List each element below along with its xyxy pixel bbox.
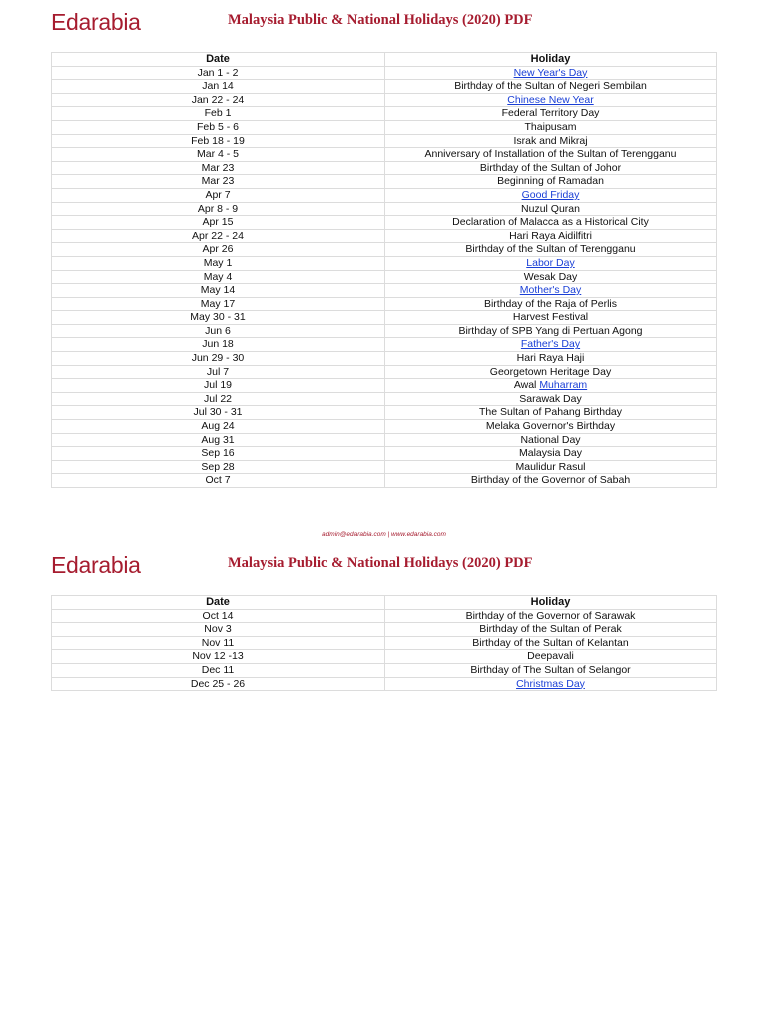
table-row — [52, 202, 717, 216]
table-row — [52, 120, 717, 134]
holiday-name-cell: The Sultan of Pahang Birthday — [385, 406, 717, 420]
table-row — [52, 216, 717, 230]
holiday-date-cell: Apr 7 — [52, 188, 385, 202]
holiday-date-cell: Aug 31 — [52, 433, 385, 447]
holiday-name-cell: Birthday of the Governor of Sarawak — [385, 609, 717, 623]
page-header — [0, 0, 768, 52]
table-row — [52, 297, 717, 311]
holiday-name-cell — [385, 338, 717, 352]
holidays-table — [51, 595, 717, 691]
table-row — [52, 623, 717, 637]
holiday-date-cell: Sep 28 — [52, 460, 385, 474]
table-header-row — [52, 596, 717, 610]
table-row — [52, 107, 717, 121]
holiday-link[interactable]: Muharram — [539, 379, 588, 392]
footer-contact[interactable]: admin@edarabia.com | www.edarabia.com — [322, 531, 446, 538]
holiday-name-cell — [385, 93, 717, 107]
holiday-name-cell: Birthday of the Sultan of Negeri Sembilan — [385, 80, 717, 94]
holiday-date-cell: May 1 — [52, 256, 385, 270]
holiday-date-cell: Apr 15 — [52, 216, 385, 230]
holiday-date-cell: Dec 25 - 26 — [52, 677, 385, 691]
holiday-name-cell: Thaipusam — [385, 120, 717, 134]
holiday-date-cell: Apr 22 - 24 — [52, 229, 385, 243]
holiday-name-cell: Georgetown Heritage Day — [385, 365, 717, 379]
table-row — [52, 188, 717, 202]
holiday-date-cell: Aug 24 — [52, 420, 385, 434]
holiday-date-cell: Nov 11 — [52, 636, 385, 650]
table-row — [52, 650, 717, 664]
table-row — [52, 93, 717, 107]
holiday-name-cell: Deepavali — [385, 650, 717, 664]
table-row — [52, 352, 717, 366]
holiday-name-cell — [385, 379, 717, 393]
table-row — [52, 161, 717, 175]
holiday-column-header: Holiday — [385, 596, 717, 610]
holiday-link[interactable]: New Year's Day — [513, 66, 588, 79]
page-title: Malaysia Public & National Holidays (2020) PDF — [228, 555, 533, 571]
holiday-date-cell: Jun 29 - 30 — [52, 352, 385, 366]
holiday-name-cell: Hari Raya Aidilfitri — [385, 229, 717, 243]
holiday-name-cell: Birthday of the Sultan of Kelantan — [385, 636, 717, 650]
table-row — [52, 311, 717, 325]
page-section-1 — [0, 0, 768, 487]
table-row — [52, 406, 717, 420]
holiday-column-header: Holiday — [385, 53, 717, 67]
table-row — [52, 420, 717, 434]
holiday-name-cell: National Day — [385, 433, 717, 447]
table-row — [52, 243, 717, 257]
holiday-name-cell: Israk and Mikraj — [385, 134, 717, 148]
table-header-row — [52, 53, 717, 67]
date-column-header: Date — [52, 596, 385, 610]
table-row — [52, 379, 717, 393]
holiday-name-cell: Sarawak Day — [385, 392, 717, 406]
holiday-date-cell: Nov 3 — [52, 623, 385, 637]
holiday-name-cell: Birthday of the Governor of Sabah — [385, 474, 717, 488]
holiday-date-cell: Jul 19 — [52, 379, 385, 393]
table-row — [52, 80, 717, 94]
holiday-link[interactable]: Labor Day — [526, 256, 575, 269]
holiday-date-cell: Jul 30 - 31 — [52, 406, 385, 420]
holiday-date-cell: May 30 - 31 — [52, 311, 385, 325]
holiday-date-cell: Mar 23 — [52, 161, 385, 175]
holiday-date-cell: Nov 12 -13 — [52, 650, 385, 664]
holiday-name-cell — [385, 256, 717, 270]
holiday-link[interactable]: Good Friday — [521, 188, 580, 201]
page-title: Malaysia Public & National Holidays (2020) PDF — [228, 12, 533, 28]
holiday-name-cell: Birthday of the Sultan of Johor — [385, 161, 717, 175]
holiday-date-cell: Jul 22 — [52, 392, 385, 406]
holiday-date-cell: Apr 26 — [52, 243, 385, 257]
holiday-name-cell: Birthday of the Sultan of Perak — [385, 623, 717, 637]
holiday-name-cell: Melaka Governor's Birthday — [385, 420, 717, 434]
table-row — [52, 663, 717, 677]
holiday-date-cell: Feb 1 — [52, 107, 385, 121]
table-row — [52, 365, 717, 379]
table-row — [52, 392, 717, 406]
holiday-link[interactable]: Mother's Day — [519, 284, 582, 297]
holiday-date-cell: May 14 — [52, 284, 385, 298]
holiday-date-cell: Jan 14 — [52, 80, 385, 94]
edarabia-logo[interactable]: Edarabia — [51, 552, 141, 578]
holiday-name-cell — [385, 66, 717, 80]
holiday-date-cell: Apr 8 - 9 — [52, 202, 385, 216]
holiday-name-cell: Harvest Festival — [385, 311, 717, 325]
table-row — [52, 338, 717, 352]
table-row — [52, 175, 717, 189]
holiday-name-cell — [385, 284, 717, 298]
holiday-name-cell — [385, 677, 717, 691]
holidays-table — [51, 52, 717, 488]
holiday-date-cell: Mar 4 - 5 — [52, 148, 385, 162]
table-row — [52, 474, 717, 488]
holiday-name-cell: Birthday of the Raja of Perlis — [385, 297, 717, 311]
holiday-link[interactable]: Christmas Day — [516, 677, 585, 690]
table-row — [52, 609, 717, 623]
date-column-header: Date — [52, 53, 385, 67]
edarabia-logo[interactable]: Edarabia — [51, 9, 141, 35]
holiday-date-cell: Mar 23 — [52, 175, 385, 189]
holiday-name-cell: Nuzul Quran — [385, 202, 717, 216]
table-row — [52, 148, 717, 162]
holiday-name-cell: Malaysia Day — [385, 447, 717, 461]
holiday-date-cell: May 17 — [52, 297, 385, 311]
holiday-name-cell: Wesak Day — [385, 270, 717, 284]
holiday-name-cell: Birthday of the Sultan of Terengganu — [385, 243, 717, 257]
holiday-name-cell: Birthday of SPB Yang di Pertuan Agong — [385, 324, 717, 338]
holiday-name-cell: Maulidur Rasul — [385, 460, 717, 474]
holiday-name-cell: Birthday of The Sultan of Selangor — [385, 663, 717, 677]
page-section-2 — [0, 543, 768, 690]
holiday-date-cell: Dec 11 — [52, 663, 385, 677]
table-row — [52, 324, 717, 338]
table-row — [52, 677, 717, 691]
holiday-name-text: Awal — [513, 379, 540, 392]
holiday-date-cell: Feb 18 - 19 — [52, 134, 385, 148]
table-row — [52, 447, 717, 461]
holiday-date-cell: Jul 7 — [52, 365, 385, 379]
holiday-name-cell: Federal Territory Day — [385, 107, 717, 121]
holiday-date-cell: Sep 16 — [52, 447, 385, 461]
table-row — [52, 66, 717, 80]
holiday-link[interactable]: Father's Day — [520, 338, 581, 351]
table-row — [52, 433, 717, 447]
holiday-name-cell: Anniversary of Installation of the Sultan of Terengganu — [385, 148, 717, 162]
holiday-name-cell: Declaration of Malacca as a Historical City — [385, 216, 717, 230]
holiday-name-cell — [385, 188, 717, 202]
holiday-name-cell: Hari Raya Haji — [385, 352, 717, 366]
holidays-table-body — [52, 609, 717, 691]
table-row — [52, 460, 717, 474]
holiday-date-cell: Oct 7 — [52, 474, 385, 488]
holiday-date-cell: Jan 22 - 24 — [52, 93, 385, 107]
page-header — [0, 543, 768, 595]
holiday-date-cell: Oct 14 — [52, 609, 385, 623]
table-row — [52, 270, 717, 284]
table-row — [52, 134, 717, 148]
holiday-date-cell: May 4 — [52, 270, 385, 284]
holidays-table-body — [52, 66, 717, 487]
holiday-name-cell: Beginning of Ramadan — [385, 175, 717, 189]
holiday-date-cell: Jun 6 — [52, 324, 385, 338]
holiday-date-cell: Jan 1 - 2 — [52, 66, 385, 80]
holiday-date-cell: Jun 18 — [52, 338, 385, 352]
table-row — [52, 284, 717, 298]
holiday-link[interactable]: Chinese New Year — [507, 93, 594, 106]
table-row — [52, 229, 717, 243]
table-row — [52, 636, 717, 650]
holiday-date-cell: Feb 5 - 6 — [52, 120, 385, 134]
table-row — [52, 256, 717, 270]
